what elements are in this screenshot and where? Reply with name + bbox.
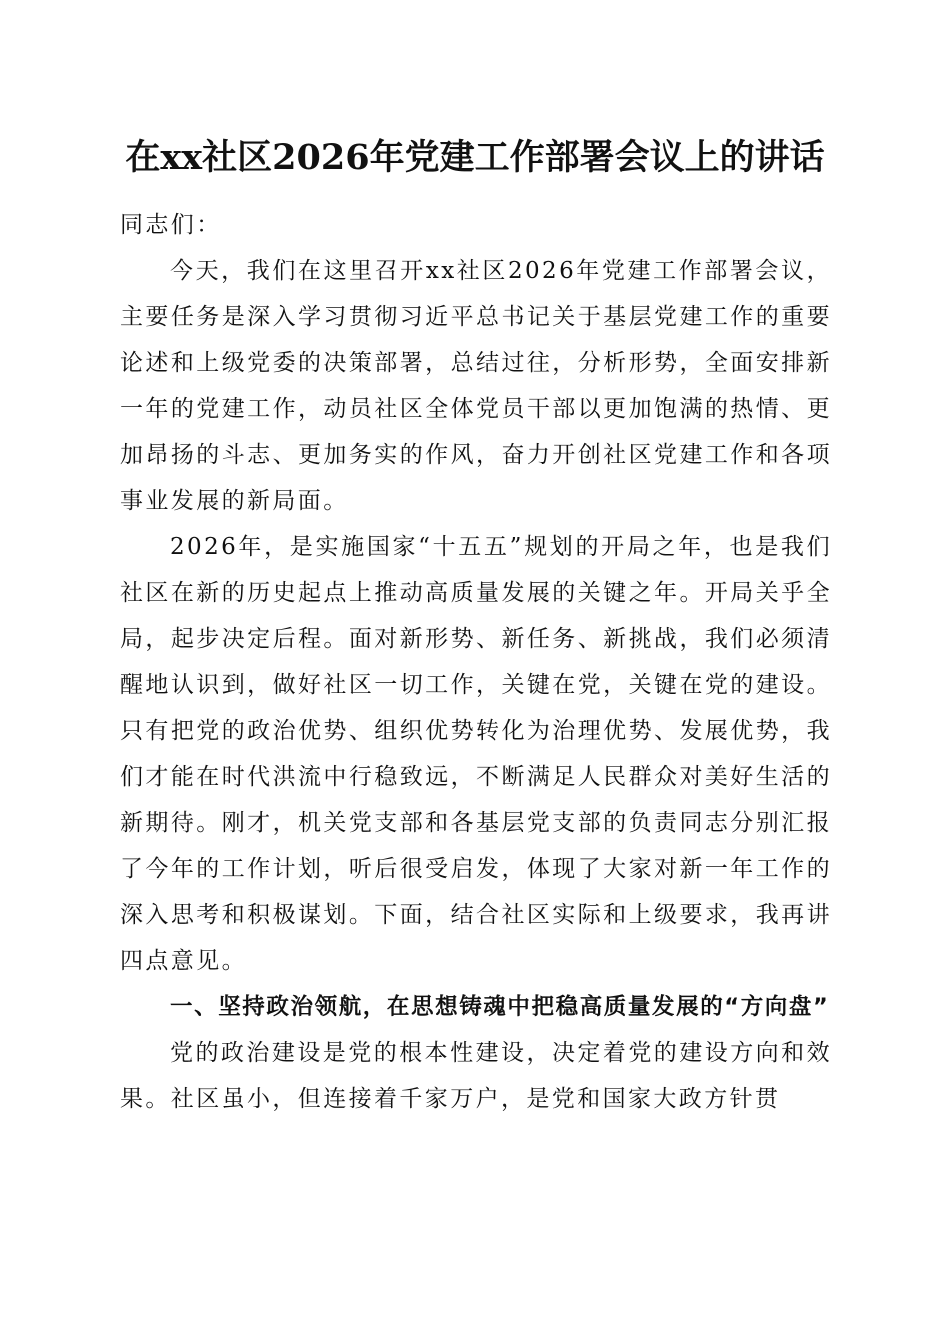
section-heading-1: 一、坚持政治领航，在思想铸魂中把稳高质量发展的“方向盘” — [170, 994, 830, 1020]
salutation: 同志们： — [120, 212, 222, 238]
paragraph-context: 2026年，是实施国家“十五五”规划的开局之年，也是我们社区在新的历史起点上推动高质量发展的关键之年。开局关乎全局，起步决定后程。面对新形势、新任务、新挑战，我们必须清醒地认识到，做好社区一切工作，关键在党，关键在党的建设。只有把党的政治优势、组织优势转化为治理优势、发展优势，我们才能在时代洪流中行稳致远，不断满足人民群众对美好生活的新期待。刚才，机关党支部和各基层党支部的负责同志分别汇报了今年的工作计划，听后很受启发，体现了大家对新一年工作的深入思考和积极谋划。下面，结合社区实际和上级要求，我再讲四点意见。 — [120, 534, 832, 974]
document-title: 在xx社区2026年党建工作部署会议上的讲话 — [125, 137, 825, 178]
document-body — [120, 202, 832, 1122]
paragraph-opening: 今天，我们在这里召开xx社区2026年党建工作部署会议，主要任务是深入学习贯彻习近平总书记关于基层党建工作的重要论述和上级党委的决策部署，总结过往，分析形势，全面安排新一年的党建工作，动员社区全体党员干部以更加饱满的热情、更加昂扬的斗志、更加务实的作风，奋力开创社区党建工作和各项事业发展的新局面。 — [120, 258, 832, 514]
section-1-paragraph: 党的政治建设是党的根本性建设，决定着党的建设方向和效果。社区虽小，但连接着千家万户，是党和国家大政方针贯 — [120, 1040, 832, 1112]
